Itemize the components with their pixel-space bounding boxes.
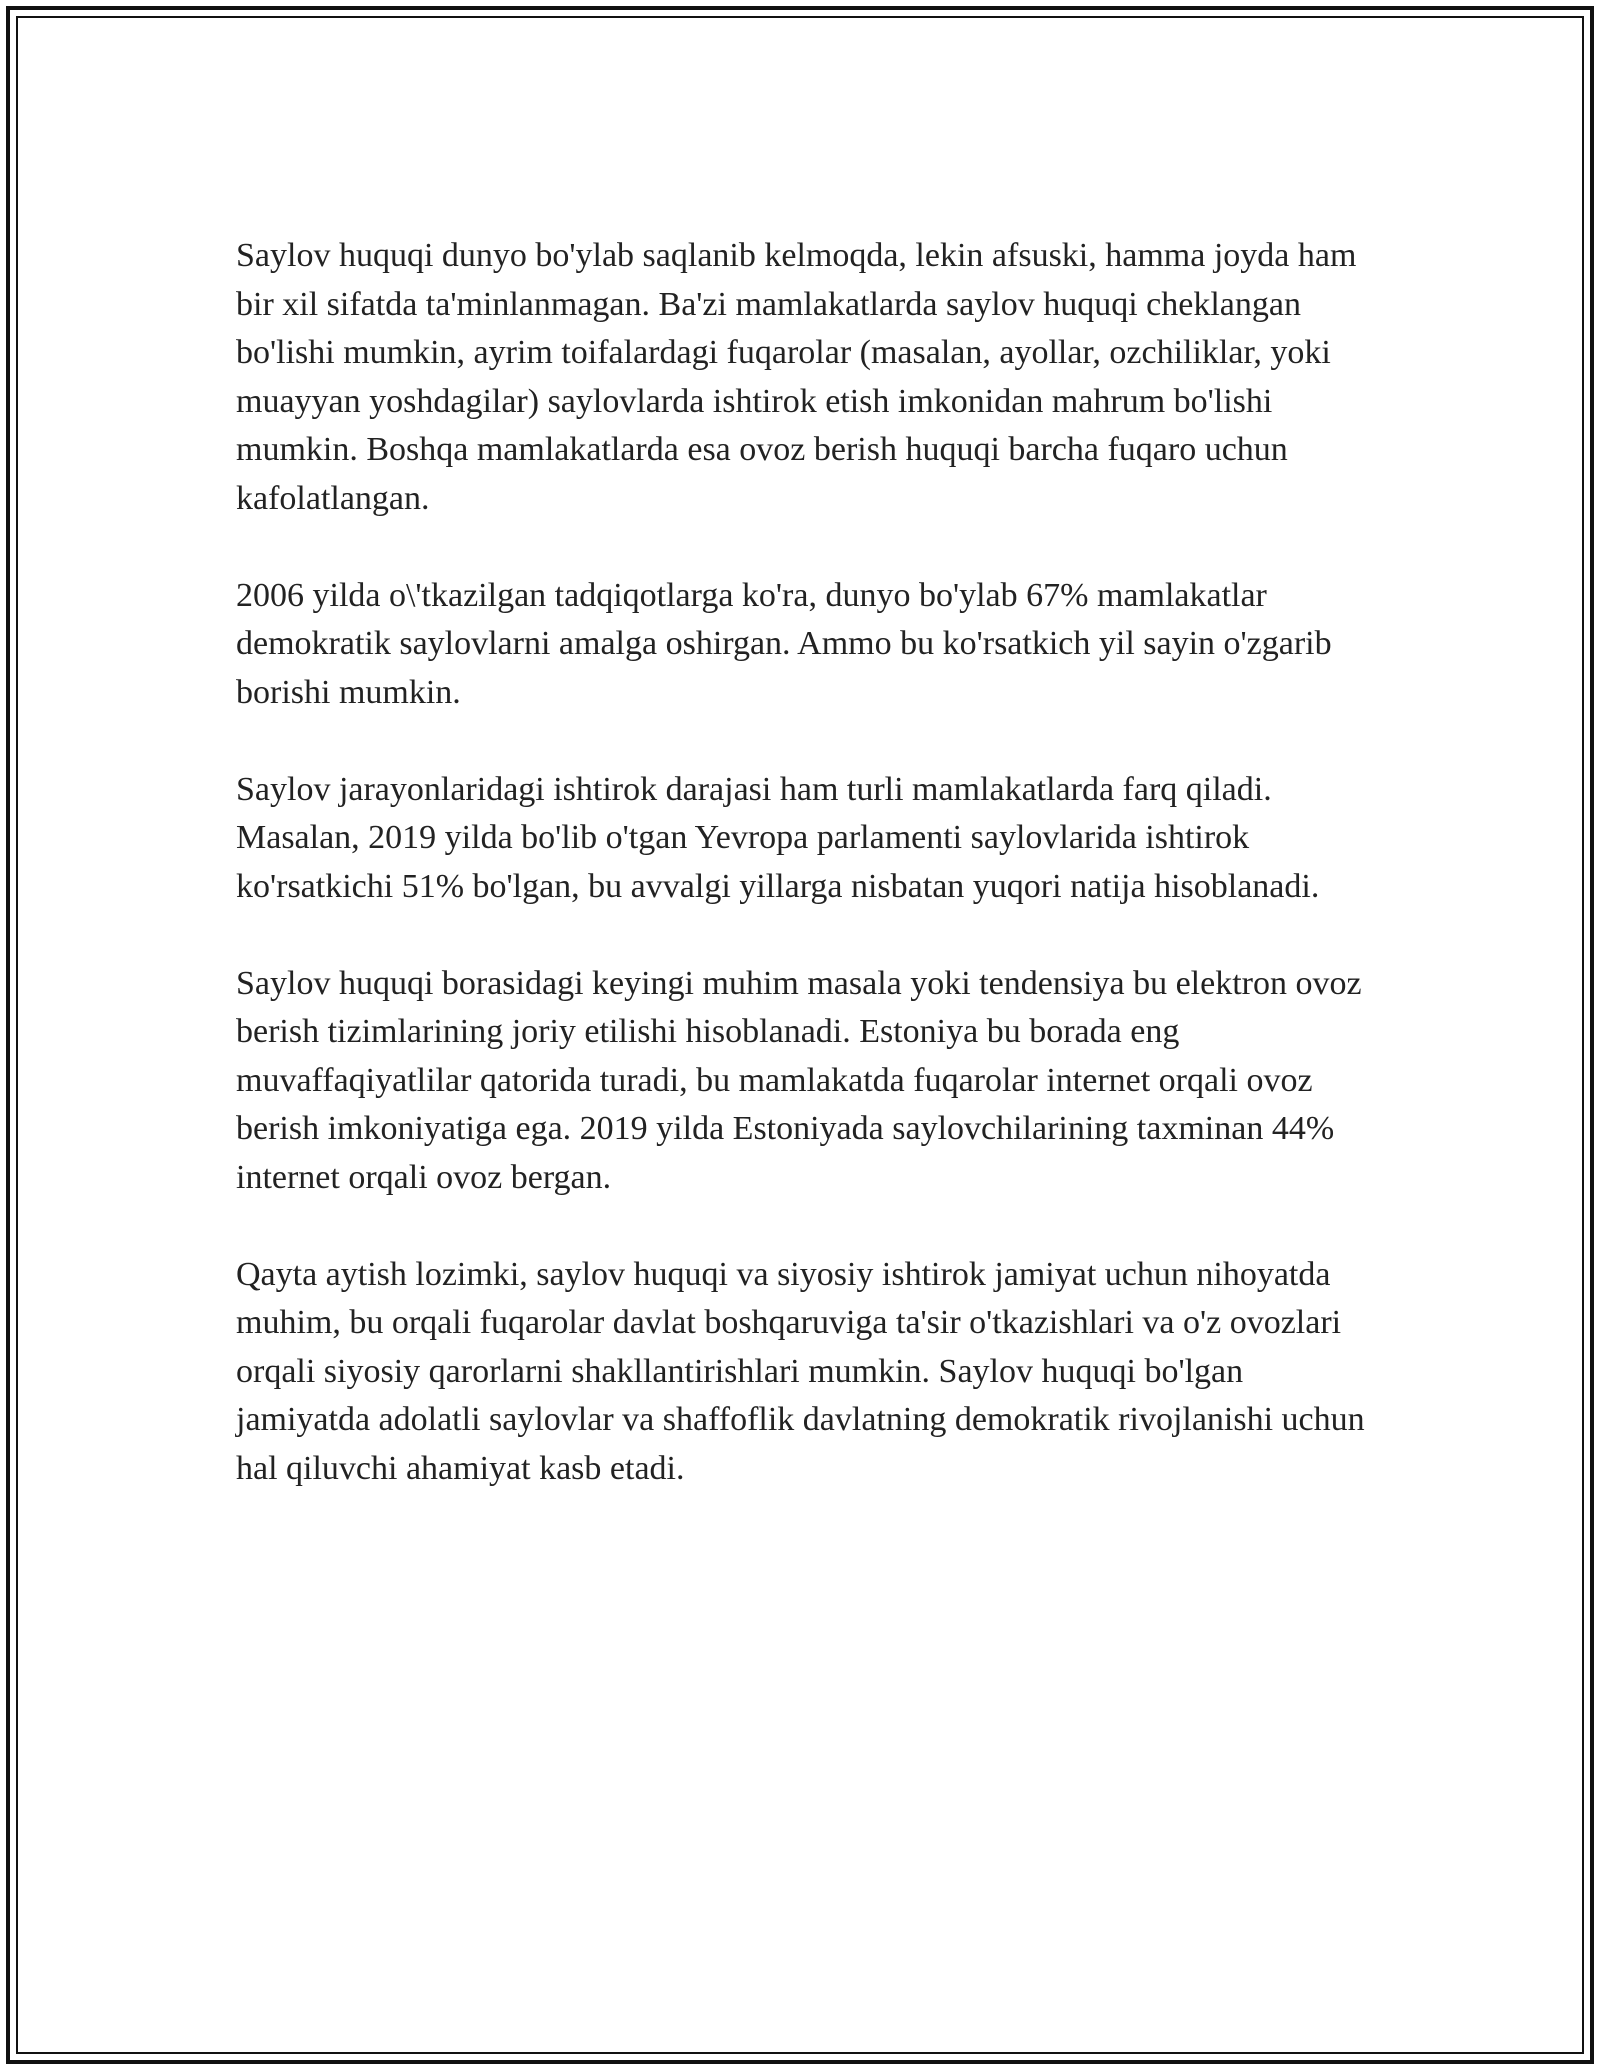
paragraph-2: 2006 yilda o\'tkazilgan tadqiqotlarga ko'ra, dunyo bo'ylab 67% mamlakatlar demokratik saylovlarni amalga oshirgan. Ammo bu ko'rsatkich yil sayin o'zgarib borishi mumkin. — [236, 576, 1332, 711]
paragraph-1: Saylov huquqi dunyo bo'ylab saqlanib kelmoqda, lekin afsuski, hamma joyda ham bir xil sifatda ta'minlanmagan. Ba'zi mamlakatlarda saylov huquqi cheklangan bo'lishi mumkin, ayrim toifalardagi fuqarolar (masalan, ayollar, ozchiliklar, yoki muayyan yoshdagilar) saylovlarda ishtirok etish imkonidan mahrum bo'lishi mumkin. Boshqa mamlakatlarda esa ovoz berish huquqi barcha fuqaro uchun kafolatlangan. — [236, 237, 1357, 517]
document-body — [236, 232, 1376, 1542]
paragraph-3: Saylov jarayonlaridagi ishtirok darajasi ham turli mamlakatlarda farq qiladi. Masalan, 2019 yilda bo'lib o'tgan Yevropa parlamenti saylovlarida ishtirok ko'rsatkichi 51% bo'lgan, bu avvalgi yillarga nisbatan yuqori natija hisoblanadi. — [236, 770, 1320, 905]
paragraph-4: Saylov huquqi borasidagi keyingi muhim masala yoki tendensiya bu elektron ovoz berish tizimlarining joriy etilishi hisoblanadi. Estoniya bu borada eng muvaffaqiyatlilar qatorida turadi, bu mamlakatda fuqarolar internet orqali ovoz berish imkoniyatiga ega. 2019 yilda Estoniyada saylovchilarining taxminan 44% internet orqali ovoz bergan. — [236, 964, 1362, 1196]
paragraph-5: Qayta aytish lozimki, saylov huquqi va siyosiy ishtirok jamiyat uchun nihoyatda muhim, bu orqali fuqarolar davlat boshqaruviga ta'sir o'tkazishlari va o'z ovozlari orqali siyosiy qarorlarni shakllantirishlari mumkin. Saylov huquqi bo'lgan jamiyatda adolatli saylovlar va shaffoflik davlatning demokratik rivojlanishi uchun hal qiluvchi ahamiyat kasb etadi. — [236, 1255, 1365, 1487]
